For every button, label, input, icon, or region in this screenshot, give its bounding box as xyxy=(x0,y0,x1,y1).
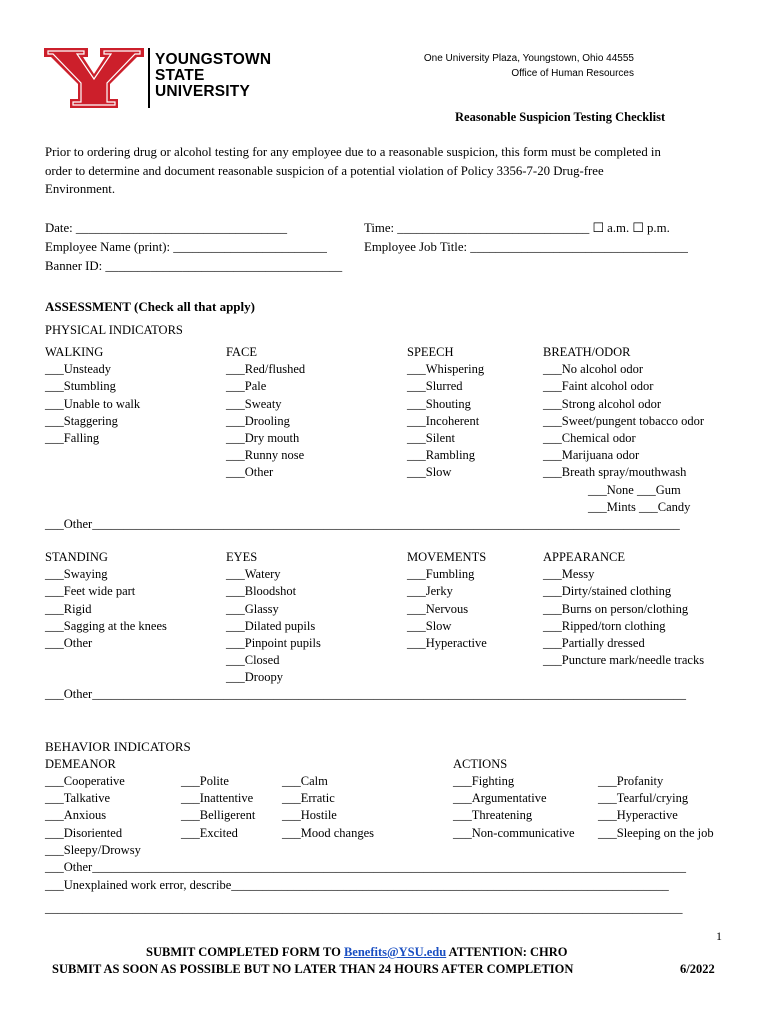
checkbox-item[interactable]: ___Polite xyxy=(181,774,229,788)
actions-col-2 xyxy=(598,773,714,842)
checkbox-item[interactable]: ___Sweaty xyxy=(226,396,282,411)
checkbox-item[interactable]: ___Slurred xyxy=(407,379,463,394)
intro-line-3: Environment. xyxy=(45,182,116,196)
checkbox-item[interactable]: ___Silent xyxy=(407,431,455,446)
checkbox-item[interactable]: ___Nervous xyxy=(407,601,469,616)
form-date: 6/2022 xyxy=(680,962,715,976)
job-title-field[interactable]: Employee Job Title: __________________________________ xyxy=(364,240,688,254)
breath-title: BREATH/ODOR xyxy=(543,345,631,359)
checkbox-item[interactable]: ___Whispering xyxy=(407,362,485,377)
face-section xyxy=(226,344,305,482)
other-line[interactable]: ___Other______________________________________________________________________________________________ xyxy=(45,517,680,531)
checkbox-item[interactable]: ___Pinpoint pupils xyxy=(226,636,321,651)
checkbox-item[interactable]: ___No alcohol odor xyxy=(543,362,643,377)
checkbox-item[interactable]: ___Slow xyxy=(407,465,452,480)
checkbox-item[interactable]: ___Faint alcohol odor xyxy=(543,379,654,394)
blank-line[interactable]: ______________________________________________________________________________________________________ xyxy=(45,901,683,915)
checkbox-item[interactable]: ___Unsteady xyxy=(45,362,111,377)
checkbox-item[interactable]: ___Mints ___Candy xyxy=(588,499,691,514)
checkbox-item[interactable]: ___Droopy xyxy=(226,670,283,685)
demeanor-title: DEMEANOR xyxy=(45,757,116,771)
actions-title: ACTIONS xyxy=(453,757,508,771)
demeanor-col-1 xyxy=(45,773,141,859)
checkbox-item[interactable]: ___Puncture mark/needle tracks xyxy=(543,653,705,668)
form-title: Reasonable Suspicion Testing Checklist xyxy=(455,110,666,124)
demeanor-col-2 xyxy=(181,773,255,842)
attention-text: ATTENTION: CHRO xyxy=(446,945,568,959)
submit-prefix: SUBMIT COMPLETED FORM TO xyxy=(146,945,344,959)
logo-divider xyxy=(148,48,150,108)
checkbox-item[interactable]: ___Swaying xyxy=(45,567,108,582)
checkbox-item[interactable]: ___Other xyxy=(45,636,93,651)
breath-section xyxy=(543,344,704,516)
checkbox-item[interactable]: ___Slow xyxy=(407,618,452,633)
university-wordmark: YOUNGSTOWN STATE UNIVERSITY xyxy=(155,51,272,100)
checkbox-item[interactable]: ___Staggering xyxy=(45,413,118,428)
checkbox-item[interactable]: ___Dry mouth xyxy=(226,431,300,446)
checkbox-item[interactable]: ___Rigid xyxy=(45,601,92,616)
checkbox-item[interactable]: ___Hostile xyxy=(282,808,337,823)
time-field[interactable]: Time: ______________________________ ☐ a.m. ☐ p.m. xyxy=(364,221,670,235)
behavior-indicators-heading: BEHAVIOR INDICATORS xyxy=(45,739,191,754)
date-field[interactable]: Date: _________________________________ xyxy=(45,221,288,235)
appearance-section xyxy=(543,549,704,669)
face-title: FACE xyxy=(226,345,258,359)
checkbox-item[interactable]: ___Jerky xyxy=(407,584,453,599)
physical-indicators-heading: PHYSICAL INDICATORS xyxy=(45,323,183,337)
demeanor-col-3 xyxy=(282,773,374,842)
checkbox-item[interactable]: ___Erratic xyxy=(282,791,335,806)
checkbox-item[interactable]: ___Calm xyxy=(282,774,328,788)
checkbox-item[interactable]: ___Falling xyxy=(45,431,100,446)
checkbox-item[interactable]: ___Breath spray/mouthwash xyxy=(543,465,687,480)
speech-title: SPEECH xyxy=(407,345,454,359)
checkbox-item[interactable]: ___Threatening xyxy=(453,808,533,823)
checkbox-item[interactable]: ___Anxious xyxy=(45,808,107,823)
checkbox-item[interactable]: ___Strong alcohol odor xyxy=(543,396,662,411)
checkbox-item[interactable]: ___Mood changes xyxy=(282,825,374,840)
standing-title: STANDING xyxy=(45,550,108,564)
checkbox-item[interactable]: ___Hyperactive xyxy=(407,636,487,651)
deadline-instruction: SUBMIT AS SOON AS POSSIBLE BUT NO LATER THAN 24 HOURS AFTER COMPLETION xyxy=(52,962,574,976)
checkbox-item[interactable]: ___Cooperative xyxy=(45,774,125,788)
employee-name-field[interactable]: Employee Name (print): ________________________ xyxy=(45,240,327,254)
checkbox-item[interactable]: ___Burns on person/clothing xyxy=(543,601,689,616)
checkbox-item[interactable]: ___Chemical odor xyxy=(543,431,636,446)
checkbox-item[interactable]: ___Tearful/crying xyxy=(598,791,689,806)
checkbox-item[interactable]: ___Ripped/torn clothing xyxy=(543,618,666,633)
checkbox-item[interactable]: ___Rambling xyxy=(407,448,476,463)
assessment-heading: ASSESSMENT (Check all that apply) xyxy=(45,299,255,314)
movements-section xyxy=(407,549,487,652)
checkbox-item[interactable]: ___Runny nose xyxy=(226,448,305,463)
checkbox-item[interactable]: ___Disoriented xyxy=(45,825,123,840)
eyes-title: EYES xyxy=(226,550,258,564)
checkbox-item[interactable]: ___Other xyxy=(226,465,274,480)
checkbox-item[interactable]: ___Hyperactive xyxy=(598,808,678,823)
movements-title: MOVEMENTS xyxy=(407,550,487,564)
checkbox-item[interactable]: ___Pale xyxy=(226,379,267,394)
checkbox-item[interactable]: ___Marijuana odor xyxy=(543,448,640,463)
checkbox-item[interactable]: ___Fumbling xyxy=(407,567,475,582)
ysu-logo-icon xyxy=(44,48,144,108)
checkbox-item[interactable]: ___Drooling xyxy=(226,413,290,428)
checkbox-item[interactable]: ___Non-communicative xyxy=(453,825,575,840)
standing-section xyxy=(45,549,167,652)
checkbox-item[interactable]: ___Sagging at the knees xyxy=(45,618,167,633)
walking-section xyxy=(45,344,140,447)
banner-id-field[interactable]: Banner ID: _____________________________________ xyxy=(45,259,343,273)
checkbox-item[interactable]: ___Shouting xyxy=(407,396,471,411)
checkbox-item[interactable]: ___Red/flushed xyxy=(226,362,306,377)
page-number: 1 xyxy=(716,929,722,943)
checkbox-item[interactable]: ___Stumbling xyxy=(45,379,116,394)
work-error-line[interactable]: ___Unexplained work error, describe______________________________________________________________________ xyxy=(45,878,669,892)
checkbox-item[interactable]: ___Closed xyxy=(226,653,280,668)
university-address: One University Plaza, Youngstown, Ohio 44555 xyxy=(423,53,634,64)
speech-section xyxy=(407,344,484,482)
appearance-title: APPEARANCE xyxy=(543,550,625,564)
checkbox-item[interactable]: ___Bloodshot xyxy=(226,584,297,599)
office-name: Office of Human Resources xyxy=(511,68,634,79)
submit-instruction xyxy=(146,944,568,961)
checkbox-item[interactable]: ___Belligerent xyxy=(181,808,256,823)
checkbox-item[interactable]: ___Excited xyxy=(181,825,238,840)
other-line[interactable]: ___Other_______________________________________________________________________________________________ xyxy=(45,860,686,874)
checkbox-item[interactable]: ___Messy xyxy=(543,567,595,582)
walking-title: WALKING xyxy=(45,345,104,359)
checkbox-item[interactable]: ___Inattentive xyxy=(181,791,254,806)
other-line[interactable]: ___Other_______________________________________________________________________________________________ xyxy=(45,687,686,701)
checkbox-item[interactable]: ___Feet wide part xyxy=(45,584,136,599)
benefits-email-link[interactable]: Benefits@YSU.edu xyxy=(343,945,447,959)
checkbox-item[interactable]: ___Dirty/stained clothing xyxy=(543,584,672,599)
checkbox-item[interactable]: ___Partially dressed xyxy=(543,636,645,651)
intro-line-2: order to determine and document reasonable suspicion of a potential violation of Policy 3356-7-20 Drug-free xyxy=(45,164,604,178)
checkbox-item[interactable]: ___Dilated pupils xyxy=(226,618,316,633)
checkbox-item[interactable]: ___Sweet/pungent tobacco odor xyxy=(543,413,705,428)
checkbox-item[interactable]: ___Unable to walk xyxy=(45,396,141,411)
checkbox-item[interactable]: ___Talkative xyxy=(45,791,111,806)
checkbox-item[interactable]: ___Fighting xyxy=(453,774,515,788)
checkbox-item[interactable]: ___Sleepy/Drowsy xyxy=(45,842,141,857)
checkbox-item[interactable]: ___Incoherent xyxy=(407,413,480,428)
checkbox-item[interactable]: ___None ___Gum xyxy=(588,482,681,497)
actions-col-1 xyxy=(453,773,575,842)
checkbox-item[interactable]: ___Watery xyxy=(226,567,281,582)
checkbox-item[interactable]: ___Argumentative xyxy=(453,791,547,806)
intro-line-1: Prior to ordering drug or alcohol testing for any employee due to a reasonable suspicion, this form must be completed in xyxy=(45,145,661,159)
eyes-section xyxy=(226,549,321,687)
checkbox-item[interactable]: ___Profanity xyxy=(598,774,664,788)
checkbox-item[interactable]: ___Glassy xyxy=(226,601,279,616)
checkbox-item[interactable]: ___Sleeping on the job xyxy=(598,825,714,840)
